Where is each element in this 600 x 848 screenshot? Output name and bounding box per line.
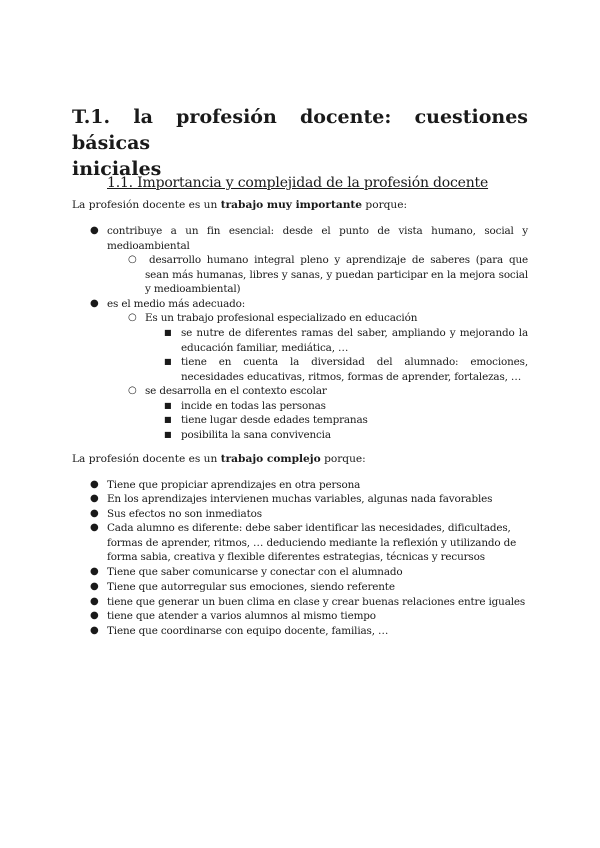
list-item: tiene lugar desde edades tempranas xyxy=(181,414,368,426)
intro-complex-bold: trabajo complejo xyxy=(220,453,321,465)
list-item: es el medio más adecuado: xyxy=(107,298,246,310)
list-item: incide en todas las personas xyxy=(181,400,326,412)
list-item: Es un trabajo profesional especializado en educación xyxy=(145,312,418,324)
bullet-dot-icon: ● xyxy=(90,610,99,621)
list-item: tiene que generar un buen clima en clase y crear buenas relaciones entre iguales xyxy=(107,596,526,608)
list-item: Tiene que coordinarse con equipo docente, familias, … xyxy=(107,625,389,637)
list-item: contribuye a un fin esencial: desde el punto de vista humano, social y medioambiental xyxy=(107,225,528,252)
bullet-dot-icon: ● xyxy=(90,298,99,309)
list-item: Tiene que propiciar aprendizajes en otra persona xyxy=(107,479,361,491)
section-heading: 1.1. Importancia y complejidad de la profesión docente xyxy=(107,175,489,191)
bullet-square-icon: ■ xyxy=(164,401,172,410)
bullet-dot-icon: ● xyxy=(90,566,99,577)
list-item: se desarrolla en el contexto escolar xyxy=(145,385,327,397)
list-item: posibilita la sana convivencia xyxy=(181,429,331,441)
bullet-dot-icon: ● xyxy=(90,581,99,592)
bullet-square-icon: ■ xyxy=(164,328,172,337)
bullet-circle-icon: ○ xyxy=(128,312,137,323)
bullet-dot-icon: ● xyxy=(90,479,99,490)
bullet-dot-icon: ● xyxy=(90,508,99,519)
bullet-dot-icon: ● xyxy=(90,625,99,636)
bullet-square-icon: ■ xyxy=(164,357,172,366)
intro-important-text: La profesión docente es un xyxy=(72,199,221,211)
title-line-1: T.1. la profesión docente: cuestiones básicas xyxy=(72,106,528,154)
bullet-square-icon: ■ xyxy=(164,415,172,424)
list-item: tiene que atender a varios alumnos al mismo tiempo xyxy=(107,610,376,622)
intro-important xyxy=(72,199,407,211)
intro-important-tail: porque: xyxy=(362,199,408,211)
intro-important-bold: trabajo muy importante xyxy=(220,199,363,211)
list-item: Sus efectos no son inmediatos xyxy=(107,508,262,520)
bullet-dot-icon: ● xyxy=(90,225,99,236)
list-item: se nutre de diferentes ramas del saber, ampliando y mejorando la educación familiar, mediática, … xyxy=(181,327,528,354)
bullet-square-icon: ■ xyxy=(164,430,172,439)
bullet-dot-icon: ● xyxy=(90,493,99,504)
intro-complex xyxy=(72,453,366,465)
bullet-dot-icon: ● xyxy=(90,522,99,533)
list-item: Tiene que saber comunicarse y conectar con el alumnado xyxy=(107,566,403,578)
list-item: Cada alumno es diferente: debe saber identificar las necesidades, dificultades, formas de aprender, ritmos, … deduciendo mediante la reflexión y utilizando de forma sabia, creativa y flexible diferentes estrategias, técnicas y recursos xyxy=(107,522,517,563)
bullet-dot-icon: ● xyxy=(90,596,99,607)
list-item: En los aprendizajes intervienen muchas variables, algunas nada favorables xyxy=(107,493,493,505)
list-item: tiene en cuenta la diversidad del alumnado: emociones, necesidades educativas, ritmos, formas de aprender, fortalezas, … xyxy=(181,356,528,383)
page-title xyxy=(72,104,528,182)
list-item: desarrollo humano integral pleno y aprendizaje de saberes (para que sean más humanas, libres y sanas, y puedan participar en la mejora social y medioambiental) xyxy=(145,254,528,295)
bullet-circle-icon: ○ xyxy=(128,385,137,396)
intro-complex-text: La profesión docente es un xyxy=(72,453,221,465)
title-line-2: iniciales xyxy=(72,158,162,180)
list-item: Tiene que autorregular sus emociones, siendo referente xyxy=(107,581,395,593)
intro-complex-tail: porque: xyxy=(320,453,366,465)
bullet-circle-icon: ○ xyxy=(128,254,137,265)
